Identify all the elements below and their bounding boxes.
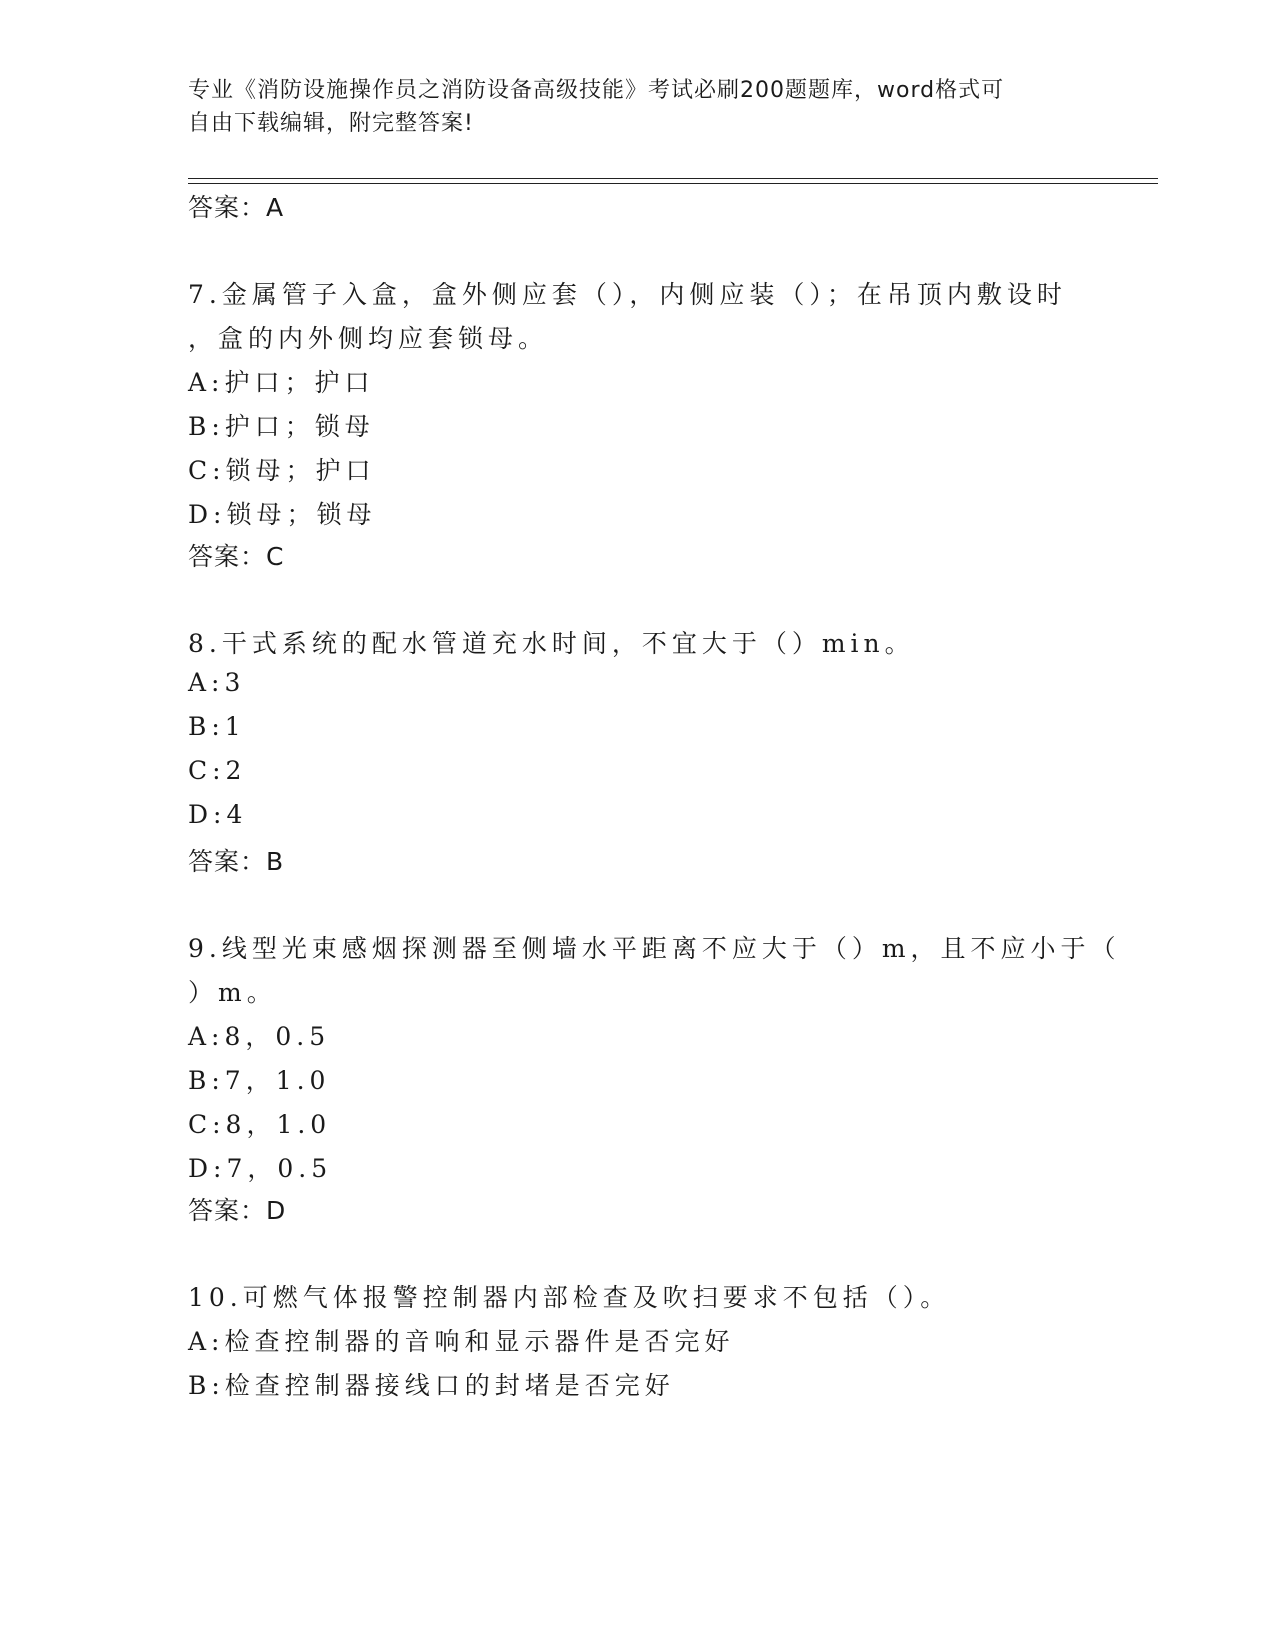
question-10-option-a: A:检查控制器的音响和显示器件是否完好	[188, 1327, 735, 1356]
question-7-stem-line-1: 7.金属管子入盒，盒外侧应套（），内侧应装（）；在吊顶内敷设时	[188, 280, 1067, 309]
header-divider-bottom	[188, 183, 1158, 184]
question-9-option-b: B:7，1.0	[188, 1066, 331, 1095]
document-header	[188, 74, 1088, 140]
question-8-option-d: D:4	[188, 800, 248, 829]
question-8-option-c: C:2	[188, 756, 247, 785]
question-10-option-b: B:检查控制器接线口的封堵是否完好	[188, 1371, 675, 1400]
header-line-1: 专业《消防设施操作员之消防设备高级技能》考试必刷200题题库，word格式可	[188, 78, 1005, 103]
question-9-stem-line-2: ）m。	[188, 978, 277, 1007]
question-8-option-b: B:1	[188, 712, 246, 741]
answer-q9: 答案：D	[188, 1196, 287, 1225]
answer-q6: 答案：A	[188, 193, 285, 222]
question-9-option-a: A:8，0.5	[188, 1022, 331, 1051]
question-7-stem-line-2: ，盒的内外侧均应套锁母。	[188, 324, 549, 353]
question-9-option-c: C:8，1.0	[188, 1110, 332, 1139]
question-7-option-b: B:护口；锁母	[188, 412, 375, 441]
question-10-stem-line-1: 10.可燃气体报警控制器内部检查及吹扫要求不包括（）。	[188, 1283, 951, 1312]
question-7-option-c: C:锁母；护口	[188, 456, 376, 485]
question-7-option-a: A:护口；护口	[188, 368, 375, 397]
question-7-option-d: D:锁母；锁母	[188, 500, 377, 529]
answer-q8: 答案：B	[188, 847, 285, 876]
answer-q7: 答案：C	[188, 542, 285, 571]
question-9-stem-line-1: 9.线型光束感烟探测器至侧墙水平距离不应大于（）m，且不应小于（	[188, 934, 1121, 963]
question-8-stem-line-1: 8.干式系统的配水管道充水时间，不宜大于（）min。	[188, 629, 915, 658]
question-9-option-d: D:7，0.5	[188, 1154, 333, 1183]
header-line-2: 自由下载编辑，附完整答案!	[188, 111, 474, 136]
question-8-option-a: A:3	[188, 668, 246, 697]
header-divider-top	[188, 178, 1158, 179]
